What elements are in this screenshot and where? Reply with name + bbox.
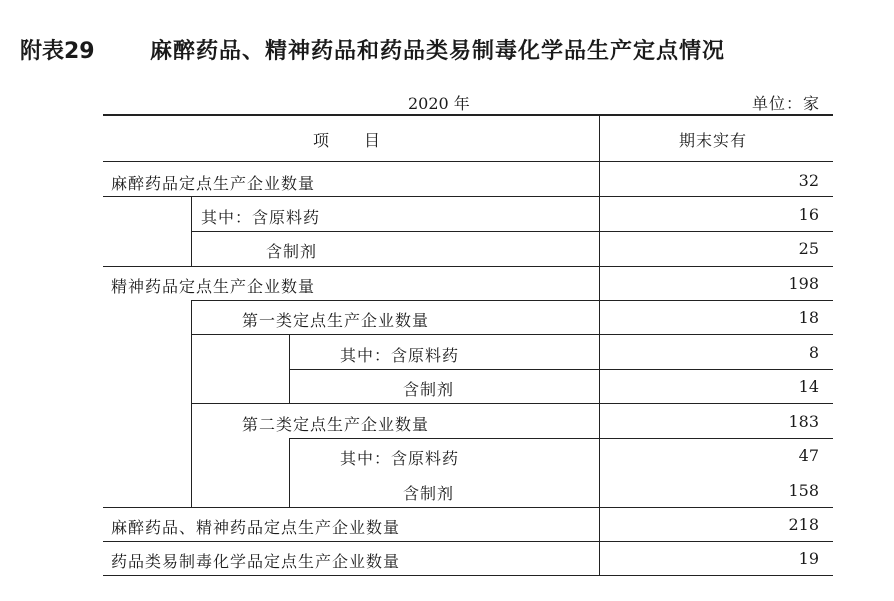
row-value: 47 xyxy=(798,446,819,465)
indent-divider xyxy=(191,300,192,507)
row-rule xyxy=(103,541,833,542)
row-rule xyxy=(289,438,833,439)
row-value: 18 xyxy=(798,308,819,327)
row-label: 第一类定点生产企业数量 xyxy=(242,311,430,330)
row-value: 32 xyxy=(798,171,819,190)
row-label: 含制剂 xyxy=(403,484,455,503)
row-value: 8 xyxy=(808,343,819,362)
row-label: 含制剂 xyxy=(266,242,318,261)
row-rule xyxy=(191,334,833,335)
row-value: 198 xyxy=(788,274,819,293)
row-rule xyxy=(191,300,833,301)
header-value: 期末实有 xyxy=(679,131,748,150)
table-bottom-rule xyxy=(103,575,833,576)
row-value: 14 xyxy=(798,377,819,396)
row-rule xyxy=(191,403,833,404)
row-value: 19 xyxy=(798,549,819,568)
row-label: 第二类定点生产企业数量 xyxy=(242,415,430,434)
table-number: 附表29 xyxy=(20,39,95,64)
row-value: 158 xyxy=(788,481,819,500)
row-value: 25 xyxy=(798,239,819,258)
header-item: 项 目 xyxy=(313,131,382,150)
table-title: 麻醉药品、精神药品和药品类易制毒化学品生产定点情况 xyxy=(150,39,726,64)
row-label: 麻醉药品、精神药品定点生产企业数量 xyxy=(111,518,401,537)
indent-divider xyxy=(191,196,192,266)
indent-divider xyxy=(289,438,290,507)
row-label: 含制剂 xyxy=(403,380,455,399)
row-rule xyxy=(289,369,833,370)
row-rule xyxy=(191,231,833,232)
row-value: 183 xyxy=(788,412,819,431)
indent-divider xyxy=(289,334,290,403)
table-top-rule xyxy=(103,114,833,116)
row-label: 麻醉药品定点生产企业数量 xyxy=(111,174,316,193)
row-rule xyxy=(103,507,833,508)
unit-label: 单位：家 xyxy=(752,94,821,113)
header-rule xyxy=(103,161,833,162)
year-label: 2020 年 xyxy=(408,94,470,113)
row-value: 16 xyxy=(798,205,819,224)
row-label: 精神药品定点生产企业数量 xyxy=(111,277,316,296)
row-label: 其中：含原料药 xyxy=(201,208,321,227)
data-table xyxy=(103,114,833,576)
row-label: 其中：含原料药 xyxy=(340,346,460,365)
row-label: 其中：含原料药 xyxy=(340,449,460,468)
row-rule xyxy=(103,196,833,197)
row-value: 218 xyxy=(788,515,819,534)
column-divider xyxy=(599,114,600,576)
row-label: 药品类易制毒化学品定点生产企业数量 xyxy=(111,552,401,571)
row-rule xyxy=(103,266,833,267)
